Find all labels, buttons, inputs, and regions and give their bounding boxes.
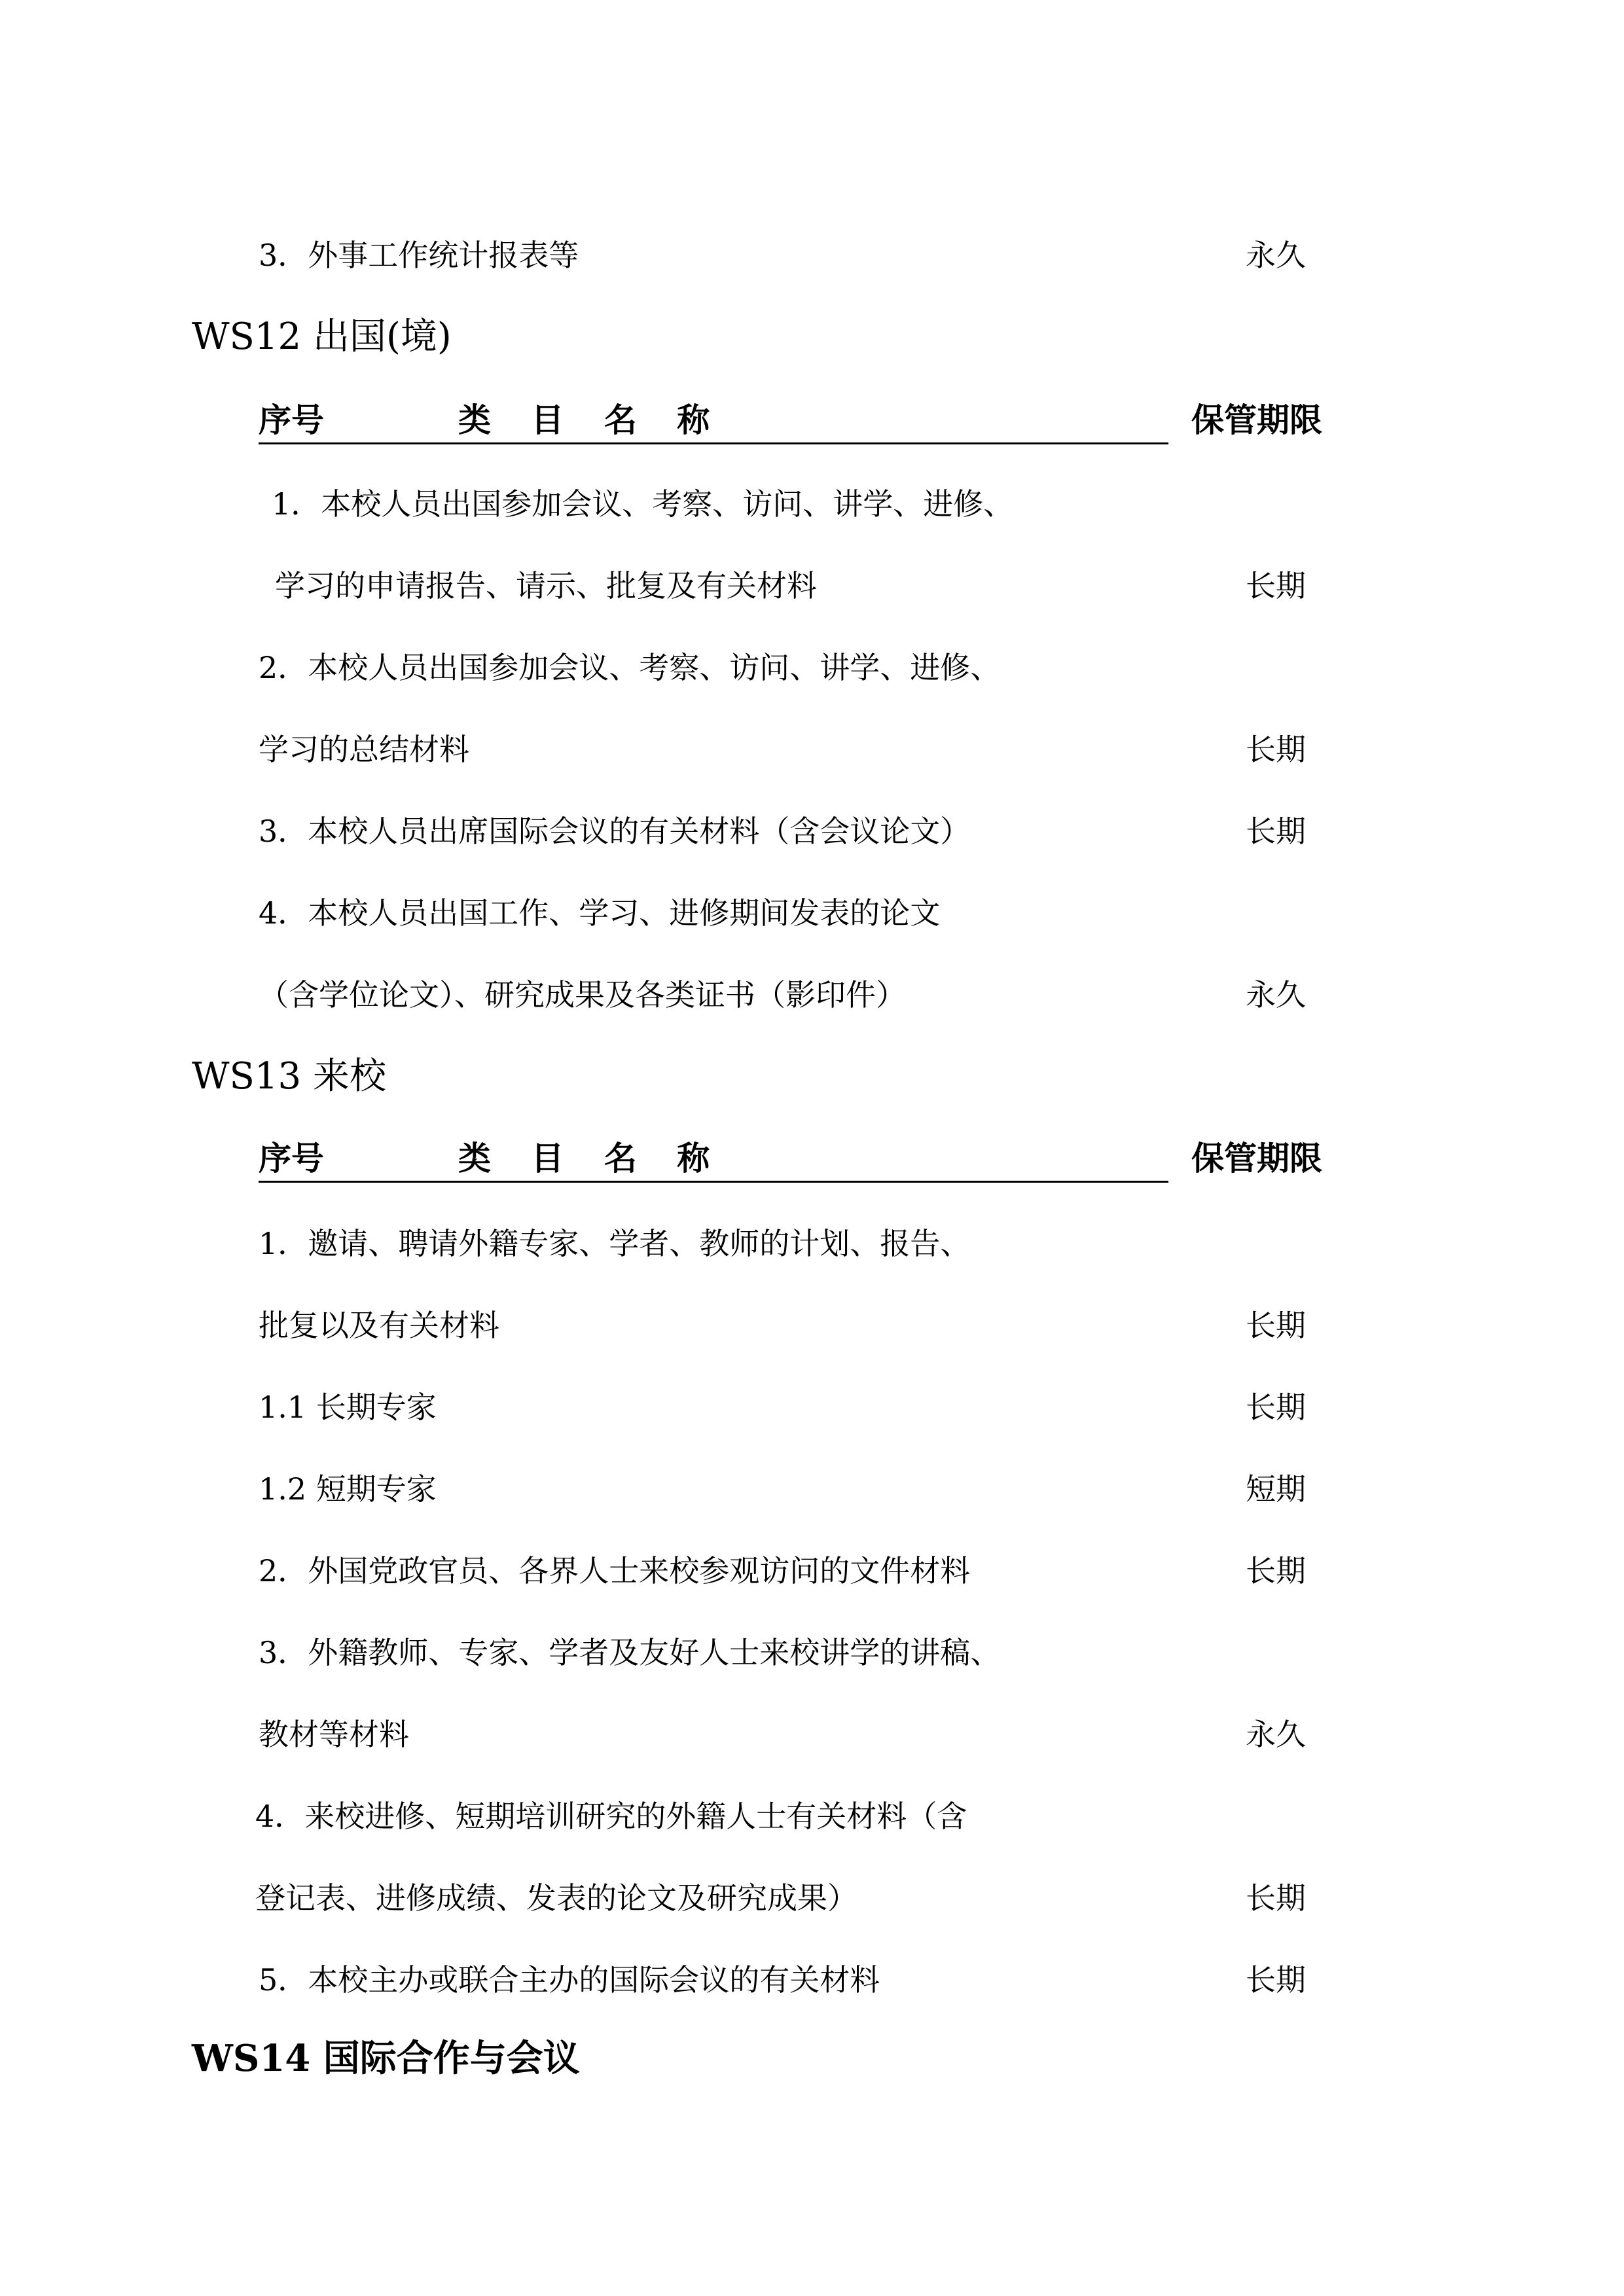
header-retention-period: 保管期限 <box>1191 401 1322 439</box>
list-item <box>275 560 1322 612</box>
item-text: 登记表、进修成绩、发表的论文及研究成果） <box>255 1880 857 1916</box>
list-item <box>255 1872 1322 1924</box>
list-item <box>259 229 1322 281</box>
list-item <box>259 1381 1322 1433</box>
item-retention-period: 长期 <box>1246 1962 1306 1998</box>
item-text: 3．本校人员出席国际会议的有关材料（含会议论文） <box>259 814 971 849</box>
list-item <box>259 1217 1322 1270</box>
list-item <box>255 1790 1322 1842</box>
item-text: 学习的总结材料 <box>259 732 469 767</box>
header-category-name: 类 目 名 称 <box>458 1139 725 1177</box>
section-title-ws13: WS13 来校 <box>192 1055 386 1098</box>
item-retention-period: 永久 <box>1246 977 1306 1013</box>
list-item <box>272 478 1335 530</box>
list-item <box>259 969 1322 1021</box>
item-text: 1．邀请、聘请外籍专家、学者、教师的计划、报告、 <box>259 1226 971 1261</box>
item-text: 5．本校主办或联合主办的国际会议的有关材料 <box>259 1962 880 1998</box>
item-retention-period: 短期 <box>1246 1471 1306 1507</box>
item-text: 1.1 长期专家 <box>259 1390 437 1425</box>
list-item <box>259 641 1322 694</box>
item-text: 教材等材料 <box>259 1717 409 1752</box>
list-item <box>259 723 1322 776</box>
item-text: 3．外籍教师、专家、学者及友好人士来校讲学的讲稿、 <box>259 1635 1001 1670</box>
list-item <box>259 1708 1322 1761</box>
item-text: 4．来校进修、短期培训研究的外籍人士有关材料（含 <box>255 1799 967 1834</box>
table-header <box>259 399 1322 446</box>
list-item <box>259 1954 1322 2006</box>
item-retention-period: 永久 <box>1246 1717 1306 1752</box>
table-header <box>259 1138 1322 1185</box>
header-underline <box>259 1181 1168 1183</box>
item-text: 学习的申请报告、请示、批复及有关材料 <box>275 568 817 603</box>
item-retention-period: 永久 <box>1246 238 1306 273</box>
list-item <box>259 1545 1322 1597</box>
item-retention-period: 长期 <box>1246 1880 1306 1916</box>
item-text: 2．外国党政官员、各界人士来校参观访问的文件材料 <box>259 1553 971 1588</box>
item-retention-period: 长期 <box>1246 1308 1306 1343</box>
header-number: 序号 <box>259 1139 324 1177</box>
item-retention-period: 长期 <box>1246 814 1306 849</box>
item-text: 1．本校人员出国参加会议、考察、访问、讲学、进修、 <box>272 486 1014 522</box>
section-title-ws12: WS12 出国(境) <box>192 315 452 358</box>
list-item <box>259 1463 1322 1515</box>
header-underline <box>259 442 1168 444</box>
list-item <box>259 805 1322 857</box>
item-retention-period: 长期 <box>1246 1553 1306 1588</box>
section-title-ws14: WS14 国际合作与会议 <box>192 2037 580 2080</box>
list-item <box>259 1299 1322 1352</box>
item-text: 批复以及有关材料 <box>259 1308 499 1343</box>
item-text: （含学位论文）、研究成果及各类证书（影印件） <box>259 977 906 1013</box>
header-number: 序号 <box>259 401 324 439</box>
item-text: 1.2 短期专家 <box>259 1471 437 1507</box>
list-item <box>259 887 1322 939</box>
item-text: 2．本校人员出国参加会议、考察、访问、讲学、进修、 <box>259 650 1001 685</box>
list-item <box>259 1626 1322 1679</box>
item-text: 4．本校人员出国工作、学习、进修期间发表的论文 <box>259 895 941 931</box>
item-text: 3．外事工作统计报表等 <box>259 238 579 273</box>
item-retention-period: 长期 <box>1246 1390 1306 1425</box>
item-retention-period: 长期 <box>1246 732 1306 767</box>
item-retention-period: 长期 <box>1246 568 1306 603</box>
header-category-name: 类 目 名 称 <box>458 401 725 439</box>
header-retention-period: 保管期限 <box>1191 1139 1322 1177</box>
